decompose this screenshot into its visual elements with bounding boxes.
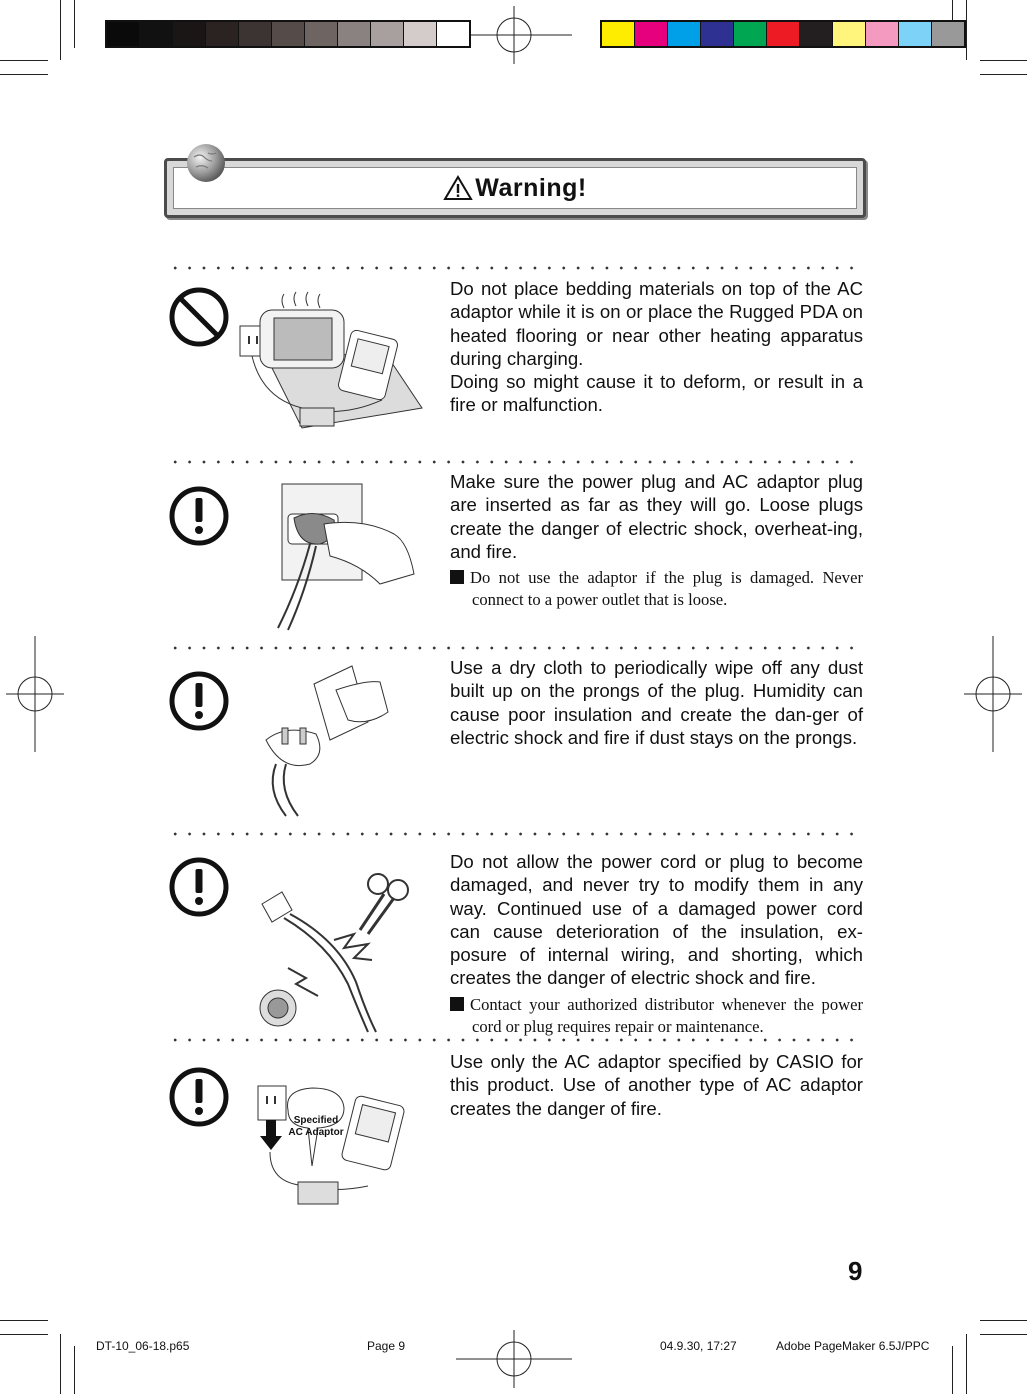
color-swatch [800, 22, 833, 46]
grayscale-color-bar [105, 20, 471, 48]
color-swatch [734, 22, 767, 46]
plug-cleaning-illustration [256, 660, 406, 820]
callout-label [278, 1115, 354, 1139]
color-swatch [866, 22, 899, 46]
note-bullet-icon [450, 997, 464, 1011]
footer-file: DT-10_06-18.p65 [96, 1339, 190, 1353]
color-swatch [767, 22, 800, 46]
crop-mark [952, 1346, 953, 1394]
crop-mark [60, 1334, 61, 1394]
color-swatch [305, 22, 338, 46]
warning-item [450, 1050, 863, 1120]
dotted-separator [168, 266, 862, 270]
color-swatch [371, 22, 404, 46]
dotted-separator [168, 646, 862, 650]
damaged-cord-illustration [248, 864, 418, 1034]
crop-mark [74, 1346, 75, 1394]
crop-mark [0, 60, 48, 61]
crop-mark [0, 1334, 48, 1335]
color-swatch [140, 22, 173, 46]
page-title: Warning! [475, 173, 587, 202]
crop-mark [74, 0, 75, 48]
warning-item [450, 656, 863, 749]
footer-datetime: 04.9.30, 17:27 [660, 1339, 737, 1353]
item-paragraph: Do not place bedding materials on top of the AC adaptor while it is on or place the Rugged PDA on heated flooring or near other heating apparatus during charging. [450, 278, 863, 369]
crop-mark [980, 60, 1027, 61]
item-paragraph: Use only the AC adaptor specified by CASIO for this product. Use of another type of AC adaptor creates the danger of fire. [450, 1051, 863, 1119]
item-note [450, 567, 863, 611]
crop-mark [980, 1320, 1027, 1321]
warning-header-inner [173, 167, 857, 209]
note-text: Do not use the adaptor if the plug is damaged. Never connect to a power outlet that is loose. [470, 568, 863, 610]
page-number: 9 [848, 1256, 863, 1286]
plug-insertion-illustration [258, 478, 428, 634]
mandatory-action-icon [168, 856, 230, 918]
color-swatch [173, 22, 206, 46]
color-swatch [272, 22, 305, 46]
specified-adaptor-illustration [250, 1078, 420, 1214]
crop-mark [0, 1320, 48, 1321]
prohibition-icon [168, 286, 230, 348]
registration-mark-icon [456, 6, 572, 64]
warning-item [450, 470, 863, 611]
item-paragraph: Make sure the power plug and AC adaptor plug are inserted as far as they will go. Loose plugs create the danger of electric shock, overheat-ing, and fire. [450, 471, 863, 562]
heater-adaptor-illustration [232, 288, 432, 438]
crop-mark [966, 1334, 967, 1394]
color-swatch [602, 22, 635, 46]
callout-line: AC Adaptor [288, 1127, 344, 1138]
color-swatch [932, 22, 964, 46]
mandatory-action-icon [168, 670, 230, 732]
color-swatch [338, 22, 371, 46]
footer-page: Page 9 [367, 1339, 406, 1353]
dotted-separator [168, 832, 862, 836]
dotted-separator [168, 460, 862, 464]
globe-ornament-icon [186, 143, 226, 183]
crop-mark [966, 0, 967, 60]
crop-mark [980, 1334, 1027, 1335]
color-swatch [206, 22, 239, 46]
item-paragraph: Use a dry cloth to periodically wipe off any dust built up on the prongs of the plug. Humidity can cause poor insulation and create the dan-ger of electric shock and fire if dust stays on the prongs. [450, 657, 863, 748]
item-paragraph: Do not allow the power cord or plug to become damaged, and never try to modify them in any way. Continued use of a damaged power cord can cause deterioration of the insulation, ex-posure of internal wiring, and shorting, which creates the danger of electric shock and fire. [450, 851, 863, 989]
color-swatch [107, 22, 140, 46]
mandatory-action-icon [168, 1066, 230, 1128]
process-color-bar [600, 20, 966, 48]
registration-mark-icon [456, 1330, 572, 1388]
dotted-separator [168, 1038, 862, 1042]
crop-mark [0, 74, 48, 75]
item-note [450, 994, 863, 1038]
warning-triangle-icon [443, 175, 473, 201]
item-paragraph: Doing so might cause it to deform, or result in a fire or malfunction. [450, 371, 863, 416]
color-swatch [404, 22, 437, 46]
registration-mark-icon [6, 636, 64, 752]
mandatory-action-icon [168, 485, 230, 547]
registration-mark-icon [964, 636, 1022, 752]
crop-mark [980, 74, 1027, 75]
color-swatch [899, 22, 932, 46]
color-swatch [668, 22, 701, 46]
footer-app: Adobe PageMaker 6.5J/PPC [776, 1339, 930, 1353]
warning-header [164, 158, 866, 218]
note-text: Contact your authorized distributor whenever the power cord or plug requires repair or maintenance. [470, 994, 863, 1036]
color-swatch [437, 22, 469, 46]
callout-line: Specified [293, 1115, 339, 1126]
color-swatch [833, 22, 866, 46]
warning-item [450, 277, 863, 417]
color-swatch [635, 22, 668, 46]
color-swatch [239, 22, 272, 46]
color-swatch [701, 22, 734, 46]
crop-mark [60, 0, 61, 60]
warning-item [450, 850, 863, 1038]
note-bullet-icon [450, 570, 464, 584]
